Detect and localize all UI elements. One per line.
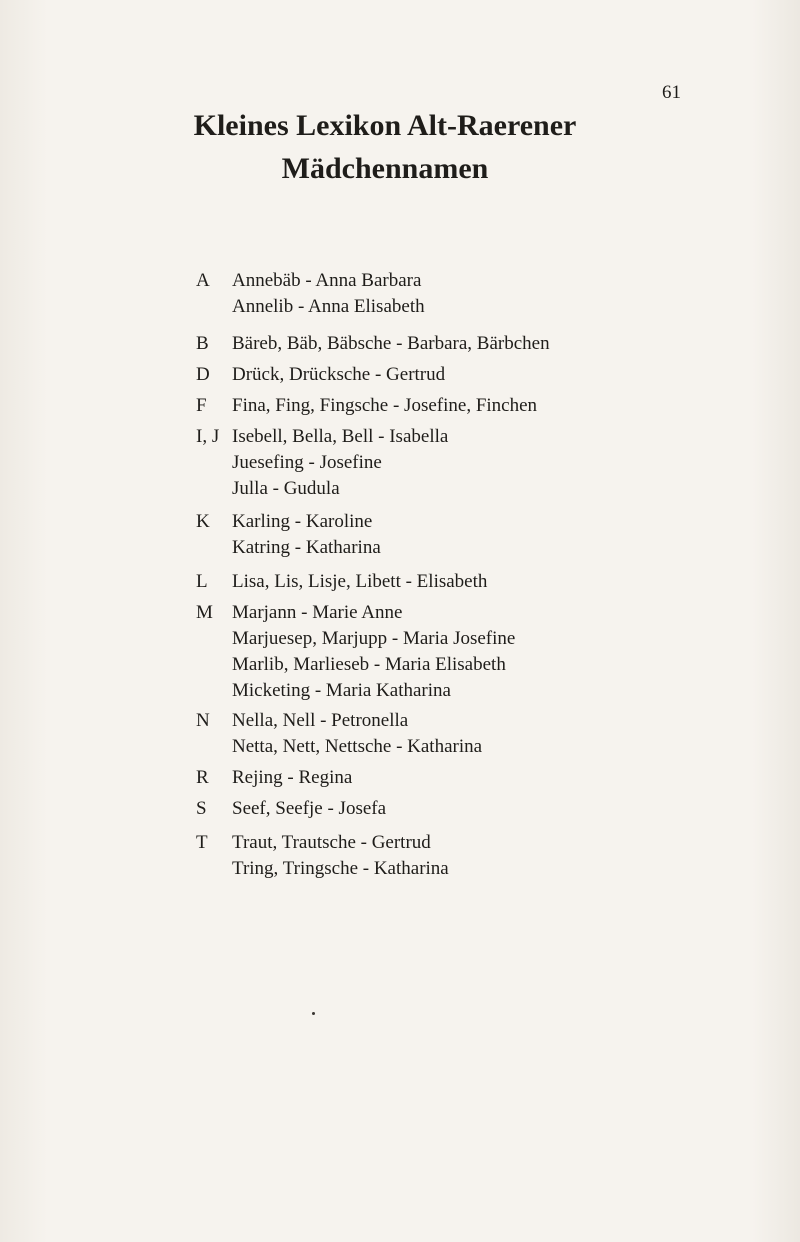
name-line: Lisa, Lis, Lisje, Libett - Elisabeth [232,571,488,592]
lexicon-entry-m [196,600,666,704]
name-line: Fina, Fing, Fingsche - Josefine, Finchen [232,395,538,416]
entry-names [232,509,666,561]
name-line: Rejing - Regina [232,767,353,788]
page-title [120,104,650,190]
entry-letter: M [196,602,213,623]
name-line: Seef, Seefje - Josefa [232,798,387,819]
entry-names [232,393,666,419]
name-line: Micketing - Maria Katharina [232,680,451,701]
entry-names [232,765,666,791]
lexicon-entry-l [196,569,666,595]
name-line: Marjann - Marie Anne [232,602,403,623]
entry-letter: R [196,767,209,788]
lexicon-entry-a [196,268,666,320]
entry-names [232,600,666,704]
lexicon-entry-k [196,509,666,561]
entry-names [232,331,666,357]
entry-names [232,708,666,760]
name-line: Marlib, Marlieseb - Maria Elisabeth [232,654,506,675]
entry-letter: S [196,798,207,819]
name-line: Karling - Karoline [232,511,373,532]
lexicon-entry-r [196,765,666,791]
name-lexicon [196,268,666,882]
entry-names [232,830,666,882]
name-line: Drück, Drücksche - Gertrud [232,364,446,385]
entry-names [232,569,666,595]
name-line: Julla - Gudula [232,478,340,499]
entry-letter: F [196,395,207,416]
name-line: Bäreb, Bäb, Bäbsche - Barbara, Bärbchen [232,333,550,354]
lexicon-entry-f [196,393,666,419]
title-line-2: Mädchennamen [281,152,489,185]
entry-names [232,796,666,822]
entry-letter: A [196,270,210,291]
page-number: 61 [662,82,681,103]
entry-letter: D [196,364,210,385]
entry-names [232,424,666,502]
entry-letter: N [196,710,210,731]
name-line: Katring - Katharina [232,537,381,558]
name-line: Annelib - Anna Elisabeth [232,296,425,317]
name-line: Tring, Tringsche - Katharina [232,858,449,879]
entry-letter: I, J [196,426,220,447]
title-line-1: Kleines Lexikon Alt-Raerener [193,109,577,142]
print-speck [312,1012,315,1015]
entry-letter: B [196,333,209,354]
name-line: Annebäb - Anna Barbara [232,270,422,291]
entry-names [232,268,666,320]
name-line: Isebell, Bella, Bell - Isabella [232,426,449,447]
name-line: Nella, Nell - Petronella [232,710,409,731]
lexicon-entry-s [196,796,666,822]
lexicon-entry-b [196,331,666,357]
name-line: Marjuesep, Marjupp - Maria Josefine [232,628,516,649]
entry-letter: L [196,571,208,592]
entry-names [232,362,666,388]
lexicon-entry-i-j [196,424,666,502]
entry-letter: K [196,511,210,532]
name-line: Juesefing - Josefine [232,452,382,473]
lexicon-entry-t [196,830,666,882]
lexicon-entry-d [196,362,666,388]
lexicon-entry-n [196,708,666,760]
name-line: Netta, Nett, Nettsche - Katharina [232,736,483,757]
name-line: Traut, Trautsche - Gertrud [232,832,431,853]
entry-letter: T [196,832,208,853]
